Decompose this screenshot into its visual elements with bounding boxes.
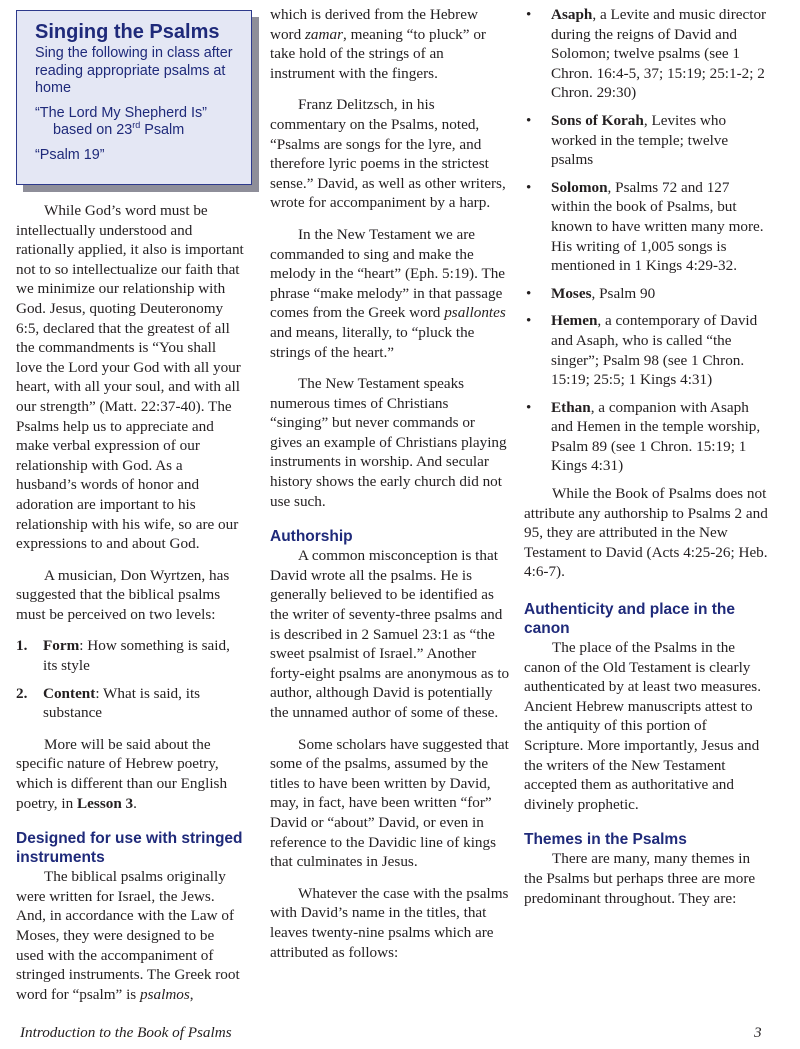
callout-intro: Sing the following in class after reading appropriate psalms at home [35, 45, 233, 96]
paragraph-scholars: Some scholars have suggested that some of the psalms, assumed by the titles to have been written by David, may, in fact, have been written “for” David or “about” David, or even in reference to the Davidic line of kings that culminates in Jesus. [270, 735, 509, 871]
paragraph-relationship: While God’s word must be intellectually understood and rationally applied, it also is important not to so intellectualize our faith that we minimize our relationship with God. Jesus, quoting Deuteronomy 6:5, declared that the greatest of all the commandments is “You shall love the Lord your God with all your heart, with all your soul, and with all our strength” (Matt. 22:37-40). The Psalms help us to appreciate and make verbal expression of our relationship with God. As a husband’s words of honor and adoration are important to his relationship with his wife, so are our expressions to and about God. [16, 202, 244, 553]
heading-authorship: Authorship [270, 528, 353, 546]
singing-callout-box [16, 10, 252, 185]
callout-title: Singing the Psalms [35, 21, 220, 43]
paragraph-canon: The place of the Psalms in the canon of the Old Testament is clearly authenticated by at least two measures. Ancient Hebrew manuscripts attest to the antiquity of this portion of Scripture. More importantly, Jesus and the writers of the New Testament accepted them as authoritative and divinely prophetic. [524, 639, 762, 813]
paragraph-zamar: which is derived from the Hebrew word zamar, meaning “to pluck” or take hold of the strings of an instrument with the fingers. [270, 6, 486, 82]
paragraph-new-testament-melody: In the New Testament we are commanded to sing and make the melody in the “heart” (Eph. 5:19). The phrase “make melody” in that passage comes from the Greek word psallontes and means, literally, to “pluck the strings of the heart.” [270, 225, 506, 361]
heading-stringed-instruments: Designed for use with stringed instruments [16, 830, 243, 867]
column-2 [270, 5, 510, 974]
paragraph-hebrew-poetry: More will be said about the specific nature of Hebrew poetry, which is different than our English poetry, in Lesson 3. [16, 735, 228, 812]
authors-list [524, 5, 768, 476]
list-item: • Solomon, Psalms 72 and 127 within the book of Psalms, but known to have written many more. His writing of 1,005 songs is mentioned in 1 Kings 4:29-32. [526, 178, 764, 275]
song-1-source: based on 23rd Psalm [53, 120, 185, 138]
callout-song-2: “Psalm 19” [35, 146, 105, 163]
list-item: • Moses, Psalm 90 [526, 284, 656, 302]
list-item: 1. Form: How something is said, its style [16, 637, 230, 675]
page-number: 3 [754, 1024, 762, 1041]
song-1-title: “The Lord My Shepherd Is” [35, 104, 207, 121]
list-item: 2. Content: What is said, its substance [16, 684, 201, 722]
paragraph-twenty-nine: Whatever the case with the psalms with David’s name in the titles, that leaves twenty-nine psalms which are attributed as follows: [270, 884, 509, 961]
paragraph-singing: The New Testament speaks numerous times of Christians “singing” but never commands or gives an example of Christians playing instruments in worship. And secular history shows the early church did not use such. [270, 375, 507, 510]
footer-book-title: Introduction to the Book of Psalms [20, 1024, 232, 1041]
paragraph-psalmos: The biblical psalms originally were written for Israel, the Jews. And, in accordance with the Law of Moses, they were designed to be used with the accompaniment of stringed instruments. The Greek root word for “psalm” is psalmos, [16, 868, 240, 1003]
lesson-reference: Lesson 3 [77, 794, 134, 812]
levels-list [16, 636, 244, 722]
list-item: • Asaph, a Levite and music director during the reigns of David and Solomon; twelve psalms (see 1 Chron. 16:4-5, 37; 15:19; 25:1-2; 2 Chron. 29:30) [526, 6, 767, 102]
paragraph-themes: There are many, many themes in the Psalms but perhaps three are more predominant throughout. They are: [524, 850, 756, 907]
heading-themes: Themes in the Psalms [524, 831, 687, 849]
callout-song-1 [35, 105, 241, 140]
paragraph-misconception: A common misconception is that David wrote all the psalms. He is generally believed to be identified as the writer of seventy-three psalms and is described in 2 Samuel 23:1 as “the sweet psalmist of Israel.” Another forty-eight psalms are anonymous as to author, although David is potentially the unnamed author of some of these. [270, 547, 510, 721]
paragraph-unattributed: While the Book of Psalms does not attribute any authorship to Psalms 2 and 95, they are attributed in the New Testament to David (Acts 4:25-26; Heb. 4:6-7). [524, 485, 768, 581]
paragraph-wyrtzen: A musician, Don Wyrtzen, has suggested that the biblical psalms must be perceived on two levels: [16, 566, 230, 623]
list-item: • Hemen, a contemporary of David and Asaph, who is called “the singer”; Psalm 98 (see 1 Chron. 15:19; 25:5; 1 Kings 4:31) [526, 312, 758, 389]
column-3 [524, 5, 768, 920]
list-item: • Ethan, a companion with Asaph and Hemen in the temple worship, Psalm 89 (see 1 Chron. 15:19; 1 Kings 4:31) [526, 398, 761, 475]
column-1 [16, 201, 244, 1016]
heading-authenticity: Authenticity and place in the canon [524, 601, 735, 638]
paragraph-delitzsch: Franz Delitzsch, in his commentary on the Psalms, noted, “Psalms are songs for the lyre, and therefore lyric poems in the strictest sense.” David, as well as other writers, wrote for accompaniment by a harp. [270, 96, 506, 212]
list-item: • Sons of Korah, Levites who worked in the temple; twelve psalms [526, 111, 729, 169]
